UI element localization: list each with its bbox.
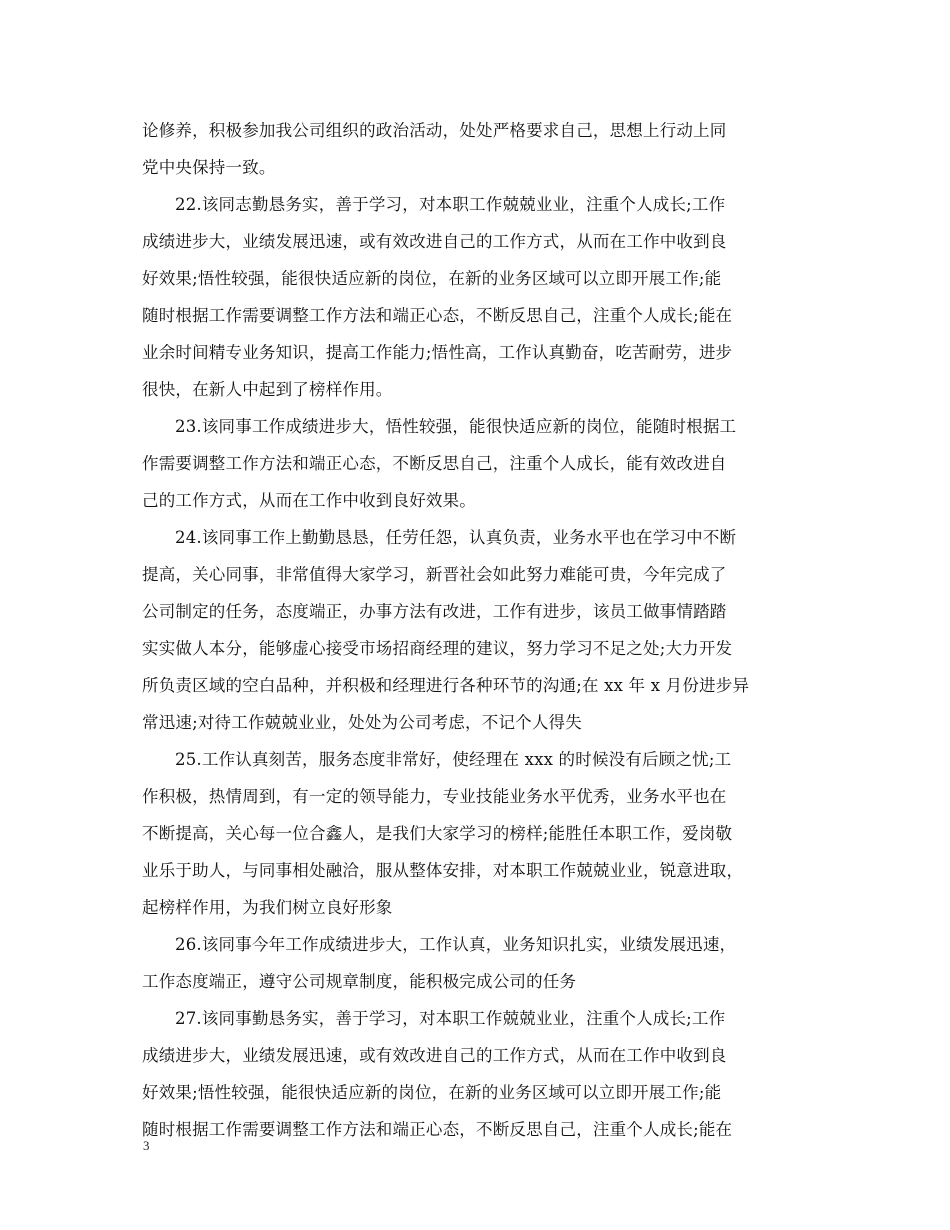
text-line: 党中央保持一致。 xyxy=(142,158,276,177)
text-line: 作积极，热情周到，有一定的领导能力，专业技能业务水平优秀，业务水平也在 xyxy=(142,787,727,806)
text-line: 工作态度端正，遵守公司规章制度，能积极完成公司的任务 xyxy=(142,972,577,991)
text-line: 业余时间精专业务知识，提高工作能力;悟性高，工作认真勤奋，吃苦耐劳，进步 xyxy=(142,343,733,362)
text-line: 提高，关心同事，非常值得大家学习，新晋社会如此努力难能可贵，今年完成了 xyxy=(142,565,727,584)
text-line: 好效果;悟性较强，能很快适应新的岗位，在新的业务区域可以立即开展工作;能 xyxy=(142,1083,722,1102)
text-line: 随时根据工作需要调整工作方法和端正心态，不断反思自己，注重个人成长;能在 xyxy=(142,306,733,325)
paragraph-first-line: 22.该同志勤恳务实，善于学习，对本职工作兢兢业业，注重个人成长;工作 xyxy=(175,195,726,214)
text-line: 常迅速;对待工作兢兢业业，处处为公司考虑，不记个人得失 xyxy=(142,713,582,732)
text-line: 所负责区域的空白品种，并积极和经理进行各种环节的沟通;在 xx 年 x 月份进步异 xyxy=(142,676,750,695)
text-line: 起榜样作用，为我们树立良好形象 xyxy=(142,898,393,917)
paragraph-first-line: 25.工作认真刻苦，服务态度非常好，使经理在 xxx 的时候没有后顾之忧;工 xyxy=(175,750,732,769)
document-body xyxy=(142,112,822,1148)
text-line: 不断提高，关心每一位合鑫人，是我们大家学习的榜样;能胜任本职工作，爱岗敬 xyxy=(142,824,733,843)
text-line: 业乐于助人，与同事相处融洽，服从整体安排，对本职工作兢兢业业，锐意进取， xyxy=(142,861,744,880)
text-line: 公司制定的任务，态度端正，办事方法有改进，工作有进步，该员工做事情踏踏 xyxy=(142,602,727,621)
text-line: 论修养，积极参加我公司组织的政治活动，处处严格要求自己，思想上行动上同 xyxy=(142,121,727,140)
text-line: 成绩进步大，业绩发展迅速，或有效改进自己的工作方式，从而在工作中收到良 xyxy=(142,232,727,251)
paragraph-first-line: 24.该同事工作上勤勤恳恳，任劳任怨，认真负责，业务水平也在学习中不断 xyxy=(175,528,737,547)
text-line: 作需要调整工作方法和端正心态，不断反思自己，注重个人成长，能有效改进自 xyxy=(142,454,727,473)
paragraph-first-line: 26.该同事今年工作成绩进步大，工作认真，业务知识扎实，业绩发展迅速， xyxy=(175,935,737,954)
page-number: 3 xyxy=(143,1138,150,1153)
text-line: 己的工作方式，从而在工作中收到良好效果。 xyxy=(142,491,476,510)
text-line: 很快，在新人中起到了榜样作用。 xyxy=(142,380,393,399)
paragraph-first-line: 23.该同事工作成绩进步大，悟性较强，能很快适应新的岗位，能随时根据工 xyxy=(175,417,737,436)
text-line: 实实做人本分，能够虚心接受市场招商经理的建议，努力学习不足之处;大力开发 xyxy=(142,639,733,658)
paragraph-first-line: 27.该同事勤恳务实，善于学习，对本职工作兢兢业业，注重个人成长;工作 xyxy=(175,1009,726,1028)
text-line: 成绩进步大，业绩发展迅速，或有效改进自己的工作方式，从而在工作中收到良 xyxy=(142,1046,727,1065)
text-line: 好效果;悟性较强，能很快适应新的岗位，在新的业务区域可以立即开展工作;能 xyxy=(142,269,722,288)
text-line: 随时根据工作需要调整工作方法和端正心态，不断反思自己，注重个人成长;能在 xyxy=(142,1120,733,1139)
